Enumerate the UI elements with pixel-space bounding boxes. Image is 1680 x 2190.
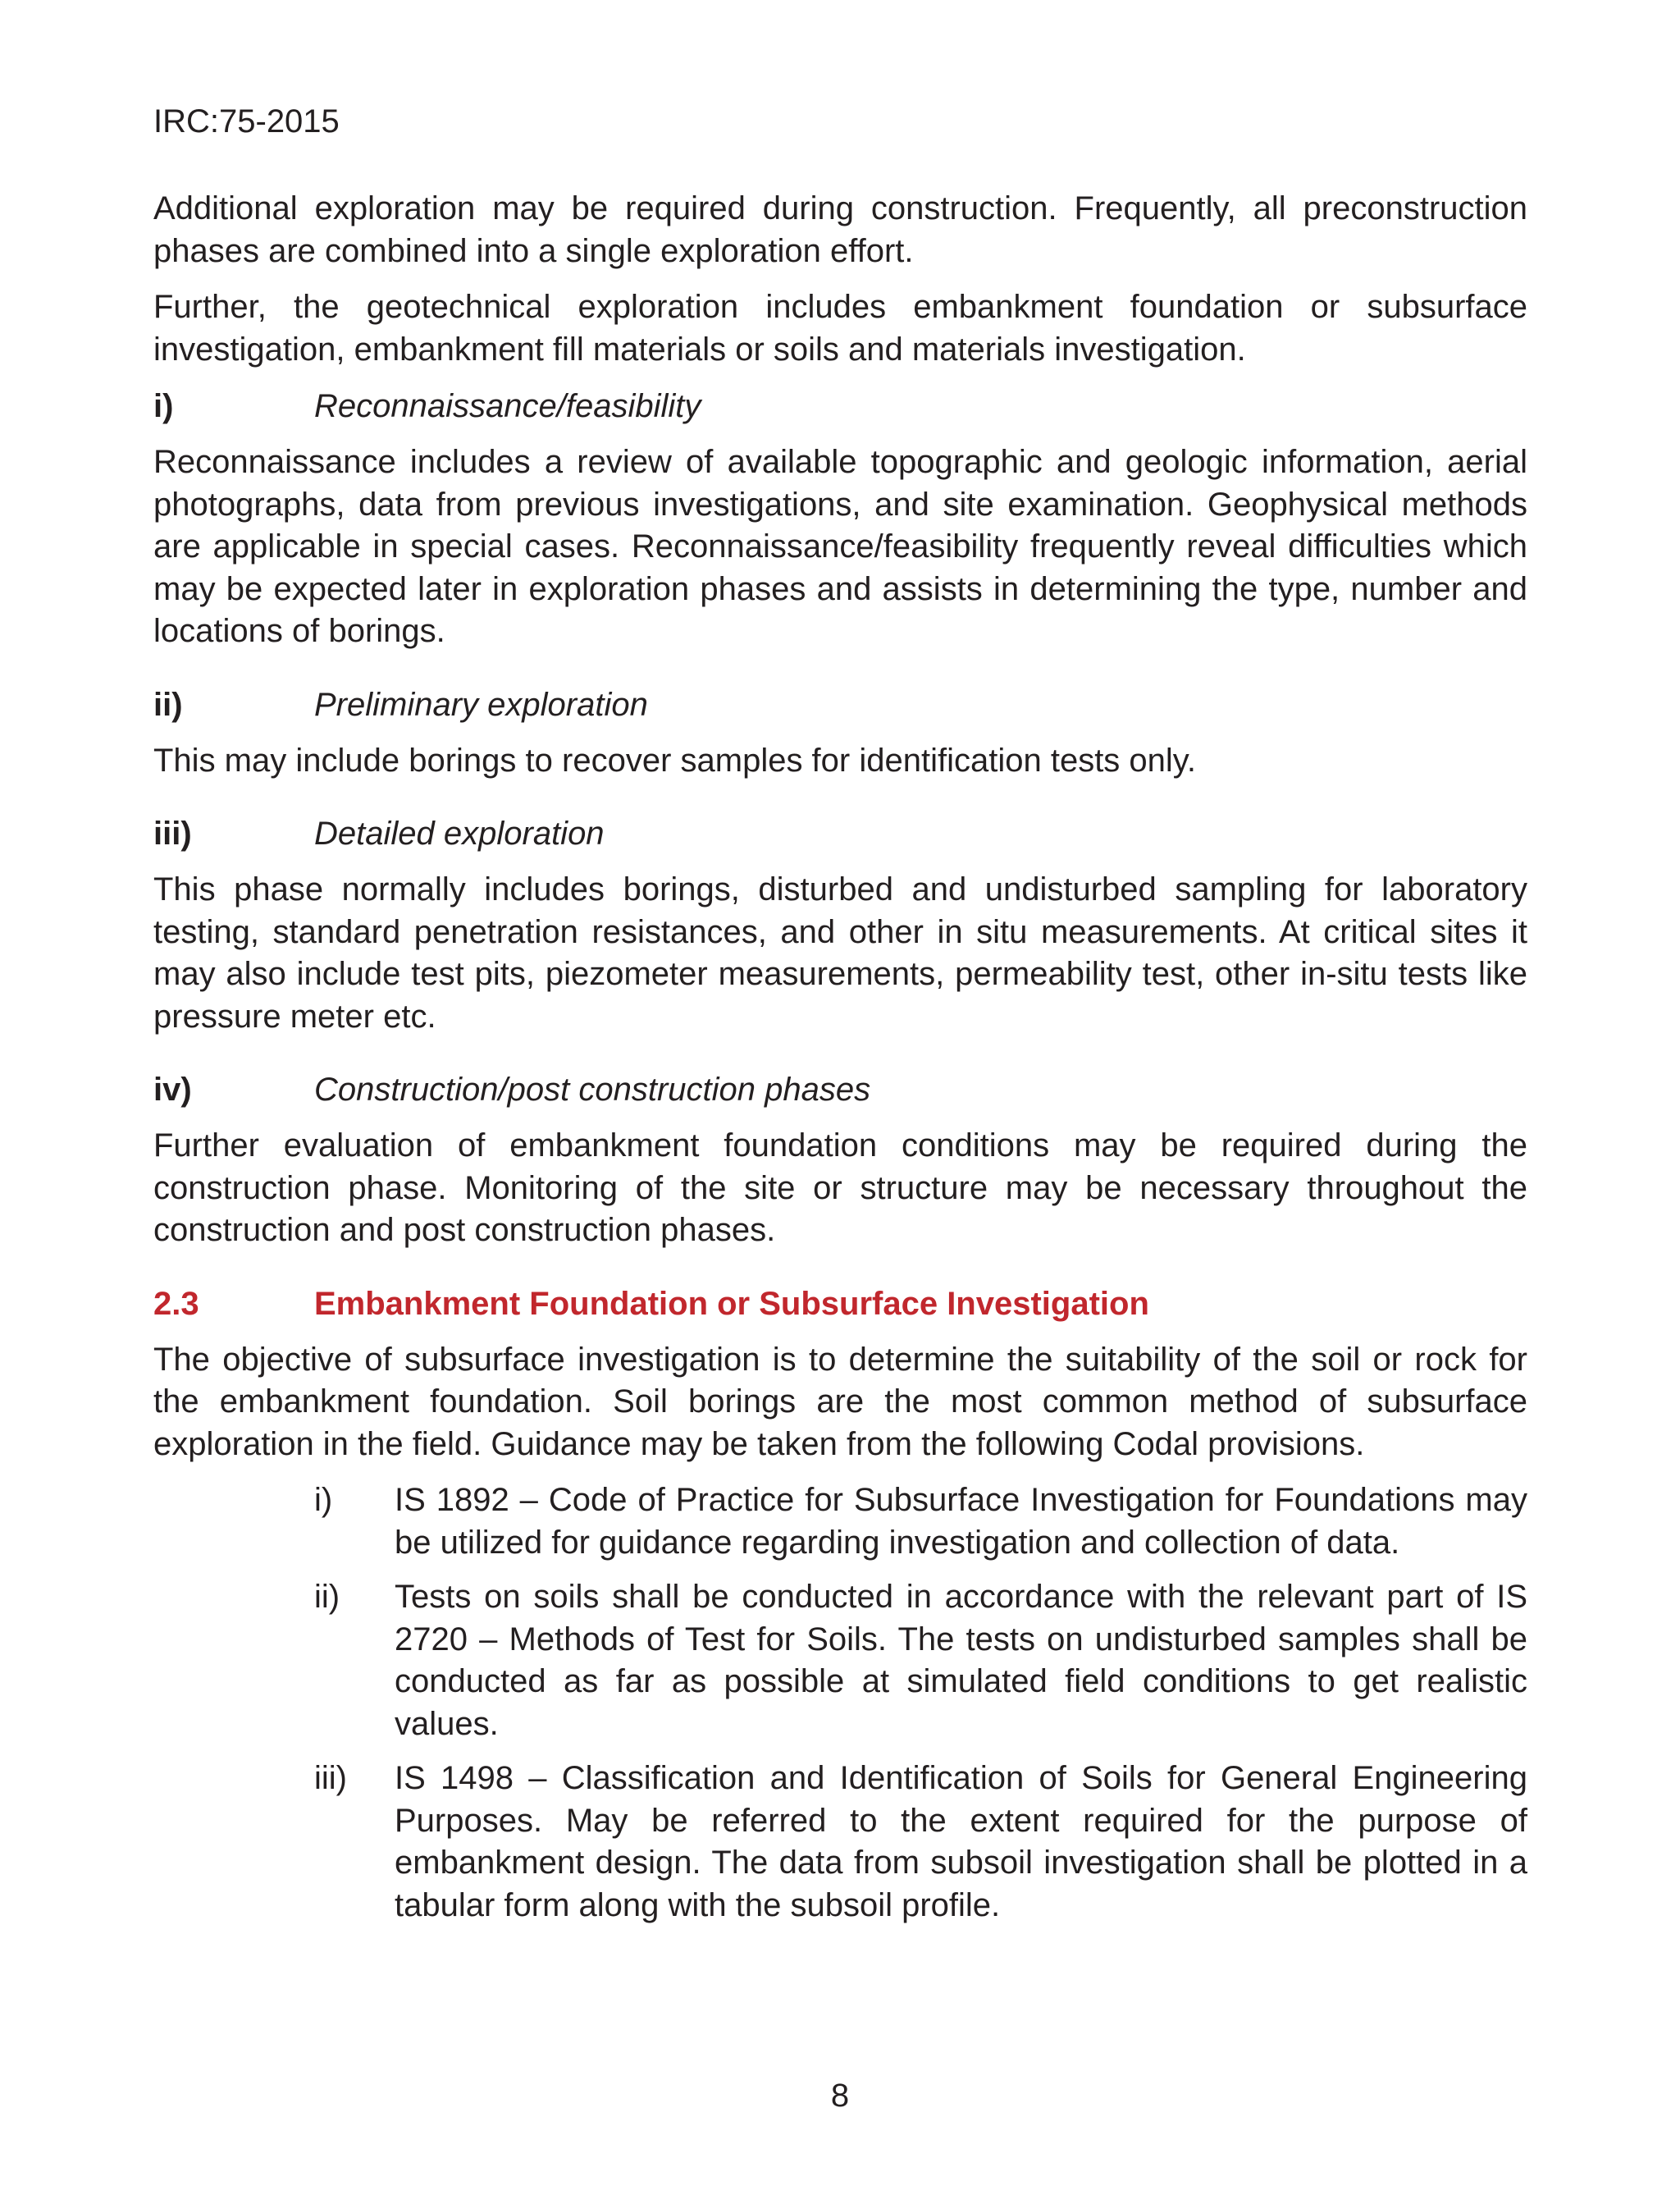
phase-text-1: Reconnaissance includes a review of available topographic and geologic information, aerial photographs, data from previous investigations, and site examination. Geophysical methods are applicable in special cases. Reconnaissance/feasibility frequently reveal difficulties which may be expected later in exploration phases and assists in determining the type, number and locations of borings. [153, 444, 1527, 649]
phase-heading-4 [153, 1068, 1527, 1111]
list-item-number: iii) [314, 1760, 347, 1796]
page-content [153, 100, 1527, 1939]
list-item-text: IS 1498 – Classification and Identification of Soils for General Engineering Purposes. May be referred to the extent required for the purpose of embankment design. The data from subsoil investigation shall be plotted in a tabular form along with the subsoil profile. [395, 1760, 1527, 1923]
phase-number: i) [153, 388, 174, 424]
phase-title: Construction/post construction phases [314, 1072, 871, 1108]
phase-number: iv) [153, 1072, 192, 1108]
phase-title: Preliminary exploration [314, 686, 648, 723]
phase-heading-1 [153, 385, 1527, 427]
phase-text-3: This phase normally includes borings, disturbed and undisturbed sampling for laboratory testing, standard penetration resistances, and other in situ measurements. At critical sites it may also include test pits, piezometer measurements, permeability test, other in-situ tests like pressure meter etc. [153, 871, 1527, 1035]
codal-provisions-list [153, 1479, 1527, 1927]
section-number: 2.3 [153, 1285, 199, 1322]
list-item-text: Tests on soils shall be conducted in accordance with the relevant part of IS 2720 – Methods of Test for Soils. The tests on undisturbed samples shall be conducted as far as possible at simulated field conditions to get realistic values. [395, 1579, 1527, 1742]
list-item [314, 1576, 1527, 1745]
section-paragraph: The objective of subsurface investigation is to determine the suitability of the soil or rock for the embankment foundation. Soil borings are the most common method of subsurface exploration in the field. Guidance may be taken from the following Codal provisions. [153, 1341, 1527, 1462]
list-item-number: ii) [314, 1579, 340, 1615]
section-title: Embankment Foundation or Subsurface Investigation [314, 1285, 1149, 1322]
list-item-text: IS 1892 – Code of Practice for Subsurface Investigation for Foundations may be utilized for guidance regarding investigation and collection of data. [395, 1482, 1527, 1561]
section-heading [153, 1282, 1527, 1325]
list-item-number: i) [314, 1482, 333, 1518]
phase-number: ii) [153, 686, 183, 723]
intro-paragraph-2: Further, the geotechnical exploration includes embankment foundation or subsurface investigation, embankment fill materials or soils and materials investigation. [153, 289, 1527, 368]
phase-number: iii) [153, 816, 192, 852]
phase-text-2: This may include borings to recover samples for identification tests only. [153, 742, 1196, 779]
phase-title: Reconnaissance/feasibility [314, 388, 701, 424]
phase-text-4: Further evaluation of embankment foundation conditions may be required during the construction phase. Monitoring of the site or structure may be necessary throughout the construction and post construction phases. [153, 1127, 1527, 1248]
phase-title: Detailed exploration [314, 816, 605, 852]
phase-heading-3 [153, 812, 1527, 855]
list-item [314, 1479, 1527, 1564]
intro-paragraph-1: Additional exploration may be required during construction. Frequently, all preconstruction phases are combined into a single exploration effort. [153, 190, 1527, 269]
page-number: 8 [830, 2078, 850, 2114]
document-id: IRC:75-2015 [153, 103, 340, 139]
list-item [314, 1758, 1527, 1927]
phase-heading-2 [153, 684, 1527, 726]
